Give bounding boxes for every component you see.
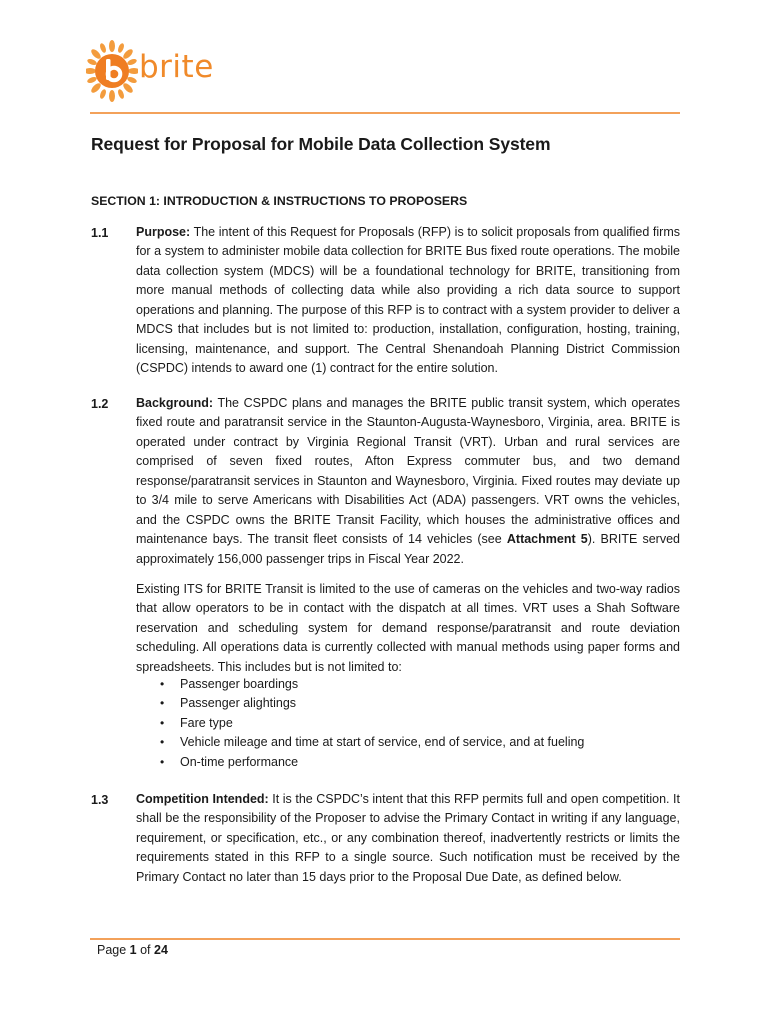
paragraph-existing-its: Existing ITS for BRITE Transit is limited to the use of cameras on the vehicles and two-way radios that allow operators to be in contact with the dispatch at all times. VRT uses a Shah Software reservation and scheduling system for demand response/paratransit and route deviation scheduling. All operations data is currently collected with manual methods using paper forms and spreadsheets. This includes but is not limited to: — [136, 582, 680, 674]
bullet-glyph: • — [160, 754, 165, 769]
page-footer — [97, 943, 168, 957]
list-item-text: Passenger alightings — [180, 696, 297, 711]
list-item-text: Passenger boardings — [180, 677, 299, 691]
bullet-glyph: • — [160, 735, 165, 750]
brite-logo — [86, 40, 236, 110]
purpose-label: Purpose: — [136, 225, 191, 239]
bullet-glyph: • — [160, 696, 165, 711]
section-number-1-3: 1.3 — [91, 793, 109, 807]
list-item — [136, 675, 584, 694]
bullet-glyph: • — [160, 677, 165, 691]
header-divider — [90, 112, 680, 114]
section-number-1-1: 1.1 — [91, 226, 109, 240]
data-collected-list — [136, 675, 584, 772]
section-heading: SECTION 1: INTRODUCTION & INSTRUCTIONS TO PROPOSERS — [91, 194, 468, 208]
list-item-text: Vehicle mileage and time at start of service, end of service, and at fueling — [180, 735, 585, 750]
paragraph-background — [136, 394, 680, 569]
brite-b-sun-icon — [86, 40, 138, 102]
list-item-text: On-time performance — [180, 754, 299, 769]
list-item — [136, 694, 584, 713]
footer-divider — [90, 938, 680, 940]
attachment-reference: Attachment 5 — [506, 532, 588, 547]
logo-wordmark: brite — [139, 49, 214, 85]
page-total: 24 — [154, 943, 168, 957]
bullet-glyph: • — [160, 715, 165, 730]
page-word: Page — [97, 943, 130, 957]
background-text-end: ). BRITE served approximately 156,000 passenger trips in Fiscal Year 2022. — [136, 532, 680, 566]
paragraph-competition — [136, 790, 680, 887]
list-item — [136, 733, 584, 752]
purpose-text: The intent of this Request for Proposals (RFP) is to solicit proposals from qualified firms for a system to administer mobile data collection for BRITE Bus fixed route operations. The mobile data collection system (MDCS) will be a foundational technology for BRITE, transitioning from more manual methods of collecting data while also providing a rich data source to support operations and planning. The purpose of this RFP is to contract with a system provider to deliver a MDCS that includes but is not limited to: production, installation, configuration, hosting, training, licensing, maintenance, and support. The Central Shenandoah Planning District Commission (CSPDC) intends to award one (1) contract for the entire solution. — [136, 225, 680, 376]
competition-label: Competition Intended: — [136, 792, 269, 806]
list-item-text: Fare type — [180, 715, 233, 730]
section-number-1-2: 1.2 — [91, 397, 109, 411]
page-number: 1 — [129, 943, 137, 957]
competition-text: It is the CSPDC’s intent that this RFP permits full and open competition. It shall be the responsibility of the Proposer to advise the Primary Contact in writing if any language, requirement, or specification, etc., or any combination thereof, inadvertently restricts or limits the requirements stated in this RFP to a single source. Such notification must be received by the Primary Contact no later than 15 days prior to the Proposal Due Date, as defined below. — [136, 792, 681, 884]
of-word: of — [136, 943, 154, 957]
background-text: The CSPDC plans and manages the BRITE public transit system, which operates fixed route and paratransit service in the Staunton-Augusta-Waynesboro, Virginia, area. BRITE is operated under contract by Virginia Regional Transit (VRT). Urban and rural services are comprised of seven fixed routes, Afton Express commuter bus, and two demand response/paratransit services in Staunton and Waynesboro, Virginia. Fixed routes may deviate up to 3/4 mile to serve Americans with Disabilities Act (ADA) passengers. VRT owns the vehicles, and the CSPDC owns the BRITE Transit Facility, which houses the administrative offices and maintenance bays. The transit fleet consists of 14 vehicles (see — [136, 396, 680, 547]
background-label: Background: — [136, 396, 214, 410]
list-item — [136, 714, 584, 733]
list-item — [136, 753, 584, 772]
paragraph-purpose — [136, 223, 680, 379]
document-title: Request for Proposal for Mobile Data Collection System — [91, 134, 551, 154]
